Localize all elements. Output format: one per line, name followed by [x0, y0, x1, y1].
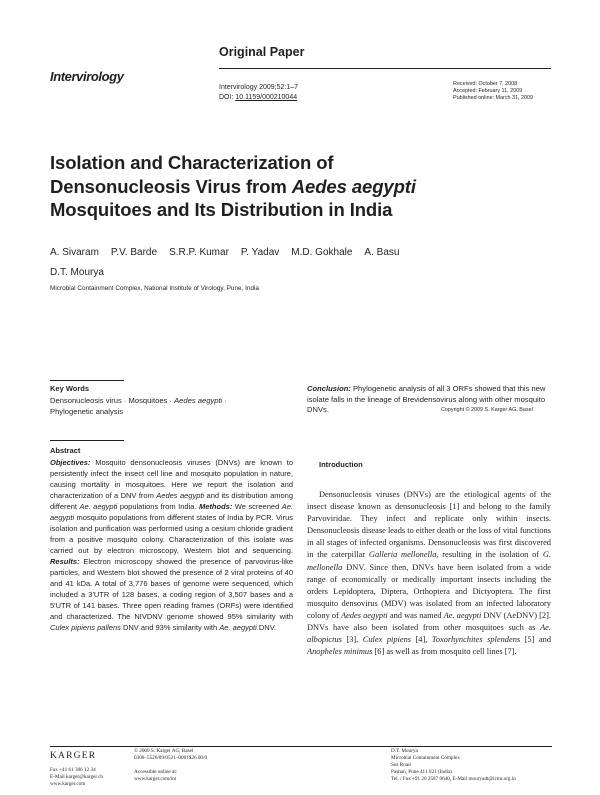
abstract-text: DNV and 93% similarity with — [120, 623, 220, 632]
methods-label: Methods: — [198, 502, 233, 511]
corr-contact: Tel. / Fax +91 20 2587 0640, E-Mail mouryadt@icmr.org.in — [391, 776, 516, 782]
intro-italic: Ae. aegypti — [443, 610, 482, 620]
results-label: Results: — [50, 557, 80, 566]
accepted-date: Accepted: February 11, 2009 — [453, 88, 523, 94]
abstract-italic: Ae. aegypti — [50, 502, 293, 522]
keyword: Densonucleosis virus — [50, 396, 122, 405]
introduction-heading: Introduction — [319, 460, 363, 469]
abstract-heading: Abstract — [50, 446, 81, 455]
intro-text: DNV (AeDNV) [2]. DNVs have also been isolated from other mosquitoes such as — [307, 610, 551, 633]
publisher-contact — [50, 767, 103, 788]
intro-text: DNV. Since then, DNVs have been isolated from a wide range of economically or medically important insects including the orders Lepidoptera, Diptera, Orthoptera and Dictyoptera. The first mosquito densovirus (MDV) was isolated from an infected laboratory colony of — [307, 562, 551, 620]
keyword-separator: · — [167, 396, 175, 405]
access-label: Accessible online at: — [134, 769, 178, 775]
abstract-italic: Ae. aegypti — [79, 502, 118, 511]
abstract-text: populations from India. — [117, 502, 197, 511]
author: S.R.P. Kumar — [169, 247, 229, 258]
intro-italic: Culex pipiens — [362, 635, 412, 645]
intro-text: [4], — [411, 635, 432, 645]
conclusion-text: Phylogenetic analysis of all 3 ORFs showed that this new isolate falls in the lineage of Brevidensovirus along with other mosquito DNVs. — [307, 384, 546, 415]
intro-italic: Toxorhynchites splendens — [431, 635, 521, 645]
abstract-italic: Ae. aegypti — [219, 623, 257, 632]
author: M.D. Gokhale — [291, 247, 353, 258]
dates-block — [453, 81, 533, 102]
author: P.V. Barde — [110, 247, 158, 258]
doi-link[interactable]: 10.1159/000210044 — [235, 93, 298, 101]
issn: 0300–5526/09/0521–0001$26.00/0 — [134, 755, 208, 761]
keyword: Mosquitoes — [128, 396, 168, 405]
publisher-email[interactable]: E-Mail karger@karger.ch — [50, 774, 103, 780]
abstract-text: mosquito populations from different states of India by PCR. Virus isolation and purification was performed using a cesium chloride gradient from a positive mosquito colony. Characterization of this isolate was carried out by electron microscopy, Western blot and sequencing. — [50, 513, 293, 555]
abstract-text: Mosquito densonucleosis viruses (DNVs) are known to persistently infect the insect cell line and mosquito population in nature, causing mortality in mosquitoes. Here we report the isolation and characterization of a DNV from — [50, 458, 293, 500]
title-line-2 — [50, 175, 560, 199]
abstract-copyright: Copyright © 2009 S. Karger AG, Basel — [441, 407, 533, 413]
doi-line — [219, 93, 298, 103]
article-title — [50, 151, 560, 222]
corr-city: Pashan, Pune 411 021 (India) — [391, 769, 453, 775]
title-line-1: Isolation and Characterization of — [50, 152, 334, 173]
title-line-2-text: Densonucleosis Virus from — [50, 175, 292, 197]
paper-type-label: Original Paper — [219, 45, 305, 59]
title-line-3: Mosquitoes and Its Distribution in India — [50, 199, 393, 220]
abstract-body — [50, 457, 293, 633]
published-date: Published online: March 31, 2009 — [453, 95, 534, 101]
author: A. Basu — [364, 247, 400, 258]
correspondence-address — [391, 748, 516, 783]
intro-text: [3], — [341, 635, 363, 645]
keyword: Aedes aegypti — [174, 396, 223, 405]
intro-italic: G. mellonella — [307, 550, 551, 572]
introduction-body — [307, 489, 551, 658]
objectives-label: Objectives: — [50, 458, 91, 467]
abstract-text: and its distribution among different — [50, 491, 293, 511]
journal-logo: Intervirology — [50, 69, 124, 84]
corr-dept: Microbial Containment Complex — [391, 755, 460, 761]
abstract-rule — [50, 440, 124, 441]
author: P. Yadav — [240, 247, 280, 258]
received-date: Received: October 7, 2008 — [453, 81, 518, 87]
abstract-italic: Culex pipiens pallens — [50, 623, 121, 632]
footer-divider — [50, 746, 552, 747]
abstract-text: DNV. — [256, 623, 277, 632]
keyword-separator: · — [121, 396, 129, 405]
footer-copyright: © 2009 S. Karger AG, Basel — [134, 748, 194, 754]
corr-road: Sus Road — [391, 762, 411, 768]
author-list — [50, 243, 470, 283]
keywords-list — [50, 395, 295, 417]
publication-info — [134, 748, 207, 783]
corr-name: D.T. Mourya — [391, 748, 418, 754]
intro-text: Densonucleosis viruses (DNVs) are the etiological agents of the insect disease known as densonucleosis [1] and belong to the family Parvoviridae. They infect and replicate only within insects. Densonucleosis disease leads to either death or the loss of vital functions in all stages of infected organisms. Densonucleosis was first discovered in the caterpillar — [307, 490, 551, 560]
abstract-text: Electron microscopy showed the presence of parvovirus-like particles, and Western blot showed the presence of 2 viral proteins of 40 and 41 kDa. A total of 3,776 bases of genome were sequenced, which included a 3′UTR of 128 bases, a coding region of 3,507 bases and a 5′UTR of 141 bases. Three open reading frames (ORFs) were identified and characterized. The NIVDNV genome showed 95% similarity with — [50, 557, 293, 621]
publisher-fax: Fax +41 61 306 12 34 — [50, 767, 96, 773]
author: D.T. Mourya — [50, 267, 104, 278]
intro-italic: Anopheles minimus — [307, 647, 373, 657]
intro-italic: Ae. albopictus — [307, 623, 551, 645]
abstract-text: We screened — [232, 502, 282, 511]
publisher-logo: KARGER — [50, 751, 97, 761]
intro-italic: Aedes aegypti — [341, 610, 388, 620]
keyword: Phylogenetic analysis — [50, 407, 124, 416]
affiliation: Microbial Containment Complex, National Institute of Virology, Pune, India — [50, 285, 259, 292]
keywords-heading: Key Words — [50, 384, 90, 393]
intro-text: , resulting in the isolation of — [436, 550, 543, 560]
access-url[interactable]: www.karger.com/int — [134, 776, 177, 782]
abstract-italic: Aedes aegypti — [156, 491, 205, 500]
keywords-rule — [50, 380, 124, 381]
title-species: Aedes aegypti — [291, 175, 416, 197]
intro-italic: Galleria mellonella — [368, 550, 437, 560]
header-divider — [219, 68, 551, 69]
publisher-website[interactable]: www.karger.com — [50, 781, 86, 787]
doi-label: DOI: — [219, 93, 234, 101]
intro-text: [5] and — [520, 635, 552, 645]
citation-text: Intervirology 2009;52:1–7 — [219, 84, 298, 91]
citation-block — [219, 83, 298, 102]
intro-text: [6] as well as from mosquito cell lines [7]. — [372, 647, 517, 657]
author: A. Sivaram — [50, 247, 99, 258]
intro-text: and was named — [387, 610, 444, 620]
conclusion-label: Conclusion: — [307, 384, 351, 393]
keyword-separator: · — [222, 396, 227, 405]
